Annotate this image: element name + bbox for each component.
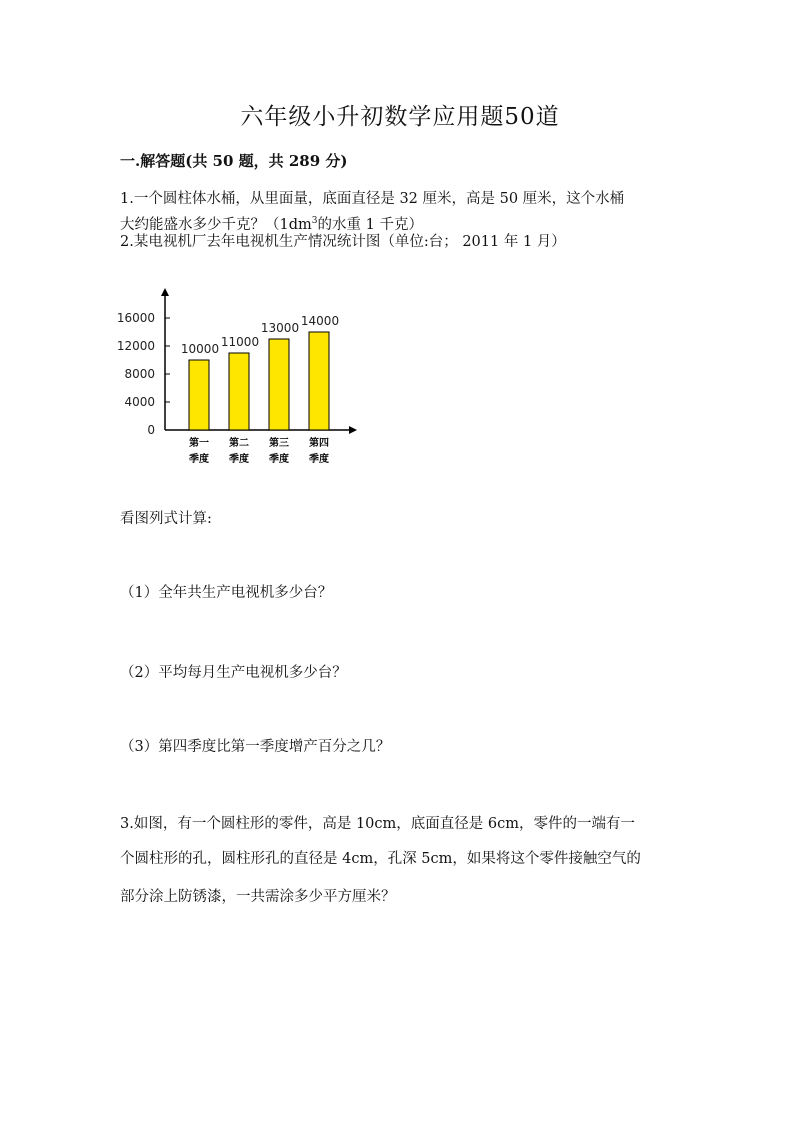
bar-data-label: 11000 (220, 335, 260, 349)
x-tick-label-line-2: 季度 (229, 454, 249, 465)
section-heading: 一.解答题(共 50 题，共 289 分) (120, 152, 348, 170)
bar-data-label: 14000 (300, 314, 340, 328)
x-tick-label-line-1: 第一 (189, 438, 209, 449)
x-tick-label-line-1: 第四 (309, 438, 329, 449)
y-tick-label: 0 (147, 423, 155, 437)
bar-chart (110, 280, 380, 475)
question-2-sub-3: （3）第四季度比第一季度增产百分之几？ (120, 739, 391, 755)
x-tick-label-line-2: 季度 (309, 454, 329, 465)
question-2-sub-1: （1）全年共生产电视机多少台？ (120, 585, 333, 601)
x-tick-label-line-1: 第三 (269, 438, 289, 449)
question-2-text: 2.某电视机厂去年电视机生产情况统计图（单位:台； 2011 年 1 月） (120, 234, 566, 250)
y-tick-label: 8000 (124, 367, 155, 381)
bar-data-label: 13000 (260, 321, 300, 335)
question-2-prompt: 看图列式计算: (120, 511, 212, 527)
bar (309, 332, 329, 430)
question-1-line-2-post: 的水重 1 千克） (317, 216, 423, 233)
superscript-three: 3 (311, 216, 318, 226)
y-axis-arrow (161, 288, 169, 296)
x-tick-label-line-1: 第二 (229, 438, 249, 449)
page-title: 六年级小升初数学应用题50道 (240, 104, 560, 130)
y-tick-label: 12000 (116, 339, 155, 353)
x-axis-arrow (349, 426, 357, 434)
question-3-line-1: 3.如图，有一个圆柱形的零件，高是 10cm，底面直径是 6cm，零件的一端有一 (120, 816, 635, 832)
bar-data-label: 10000 (180, 342, 220, 356)
question-2-sub-2: （2）平均每月生产电视机多少台？ (120, 665, 347, 681)
bar (229, 353, 249, 430)
x-tick-label-line-2: 季度 (189, 454, 209, 465)
question-1-line-1: 1.一个圆柱体水桶，从里面量，底面直径是 32 厘米，高是 50 厘米，这个水桶 (120, 191, 625, 207)
bar (189, 360, 209, 430)
y-tick-label: 4000 (124, 395, 155, 409)
question-3-line-3: 部分涂上防锈漆，一共需涂多少平方厘米？ (120, 889, 396, 905)
bar (269, 339, 289, 430)
question-3-line-2: 个圆柱形的孔，圆柱形孔的直径是 4cm，孔深 5cm，如果将这个零件接触空气的 (120, 851, 641, 867)
y-tick-label: 16000 (116, 311, 155, 325)
question-1-line-2-pre: 大约能盛水多少千克？（1dm (120, 216, 312, 233)
x-tick-label-line-2: 季度 (269, 454, 289, 465)
